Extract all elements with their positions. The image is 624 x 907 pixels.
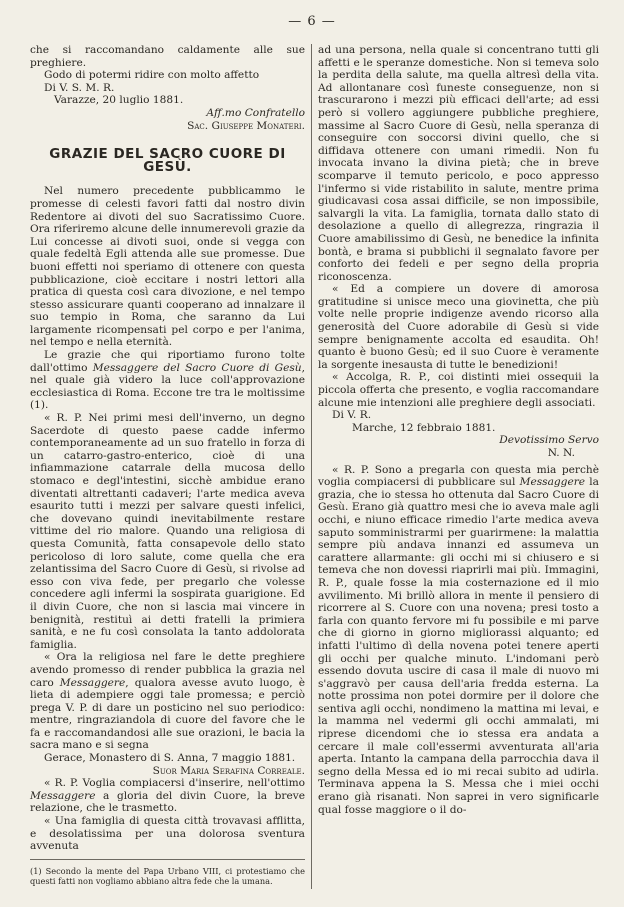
letter-two-signature-title: Devotissimo Servo bbox=[499, 434, 599, 447]
letter-one-continued: « Ora la religiosa nel fare le dette preghiere avendo promesso di render pubblica la grazia nel caro Messaggere, qualora avesse avuto luogo, è lieta di adempiere oggi tale promessa; e perciò prega V. P. di dare un posticino nel suo periodico: mentre, ringraziandola di cuore del favore che le fa e raccomandandosi alle sue orazioni, le bacia la sacra mano e si segna bbox=[30, 651, 305, 752]
letter-two-offering: « Accolga, R. P., coi distinti miei ossequii la piccola offerta che presento, e voglia raccomandare alcune mie intenzioni alle preghiere degli associati. bbox=[318, 371, 599, 409]
letter-two-paragraph: « R. P. Voglia compiacersi d'inserire, nell'ottimo Messaggere a gloria del divin Cuore, la breve relazione, che le trasmetto. bbox=[30, 777, 305, 815]
letter-one-signature: Suor Maria Serafina Correale. bbox=[152, 764, 305, 777]
page-number: — 6 — bbox=[288, 14, 336, 29]
signature-title: Aff.mo Confratello bbox=[206, 106, 305, 119]
source-paragraph: Le grazie che qui riportiamo furono tolte dall'ottimo Messaggere del Sacro Cuore di Gesù, nel quale già videro la luce coll'approvazione ecclesiastica di Roma. Eccone tre tra le moltissime (1). bbox=[30, 349, 306, 412]
signature-name: Sac. Giuseppe Monateri. bbox=[187, 119, 305, 132]
footnote-rule bbox=[30, 859, 305, 860]
right-column bbox=[318, 44, 599, 816]
letter-two-signature-name: N. N. bbox=[547, 447, 575, 459]
letter-two-address: Di V. R. bbox=[332, 409, 372, 422]
letter-one-paragraph: « R. P. Nei primi mesi dell'inverno, un degno Sacerdote di questo paese cadde infermo contemporaneamente ad un suo fratello in forza di un catarro-gastro-enterico, cioè di una infiammazione catarrale della mucosa dello stomaco e degl'intestini, sicchè ambidue erano diventati altrettanti cadaveri; l'arte medica aveva esaurito tutti i mezzi per salvare questi infelici, che dovevano quindi inevitabilmente restare vittime del rio malore. Quando una religiosa di questa Comunità, fatta consapevole dello stato pericoloso di loro salute, come quella che era zelantissima del Sacro Cuore di Gesù, si rivolse ad esso con viva fede, per pregarlo che volesse concedere agli infermi la sospirata guarigione. Ed il divin Cuore, che non si lascia mai vincere in benignità, restituì ai detti fratelli la primiera sanità, e ne fu così consolata la tanto addolorata famiglia. bbox=[30, 412, 305, 651]
closing-address: Di V. S. M. R. bbox=[44, 81, 115, 94]
column-divider bbox=[311, 44, 312, 889]
letter-two-gratitude: « Ed a compiere un dovere di amorosa gratitudine si unisce meco una giovinetta, che più volte nelle proprie indigenze avendo ricorso alla generosità del Cuore adorabile di Gesù si vide sempre benignamente accolta ed esaudita. Oh! quanto è buono Gesù; ed il suo Cuore è veramente la sorgente inesausta di tutte le benedizioni! bbox=[318, 283, 599, 371]
left-column bbox=[30, 44, 305, 886]
intro-paragraph: Nel numero precedente pubblicammo le promesse di celesti favori fatti dal nostro divin Redentore ai divoti del suo Sacratissimo Cuore. Ora riferiremo alcune delle innumerevoli grazie da Lui concesse ai divoti suoi, onde si vegga con quale fedeltà Egli attenda alle sue promesse. Due buoni effetti noi speriamo di ottenere con questa pubblicazione, cioè eccitare i nostri lettori alla pratica di questa così cara divozione, e nel tempo stesso assicurare quanti cooperano ad innalzare il suo tempio in Roma, che saranno da Lui largamente ricompensati pel corpo e per l'anima, nel tempo e nella eternità. bbox=[30, 185, 305, 349]
letter-two-continued: « Una famiglia di questa città trovavasi afflitta, e desolatissima per una dolorosa sventura avvenuta bbox=[30, 815, 305, 853]
letter-two-body: ad una persona, nella quale si concentrano tutti gli affetti e le speranze domestiche. Non si temeva solo la perdita della salute, ma quella altresì della vita. Ad allontanare così funeste conseguenze, non si trascurarono i mezzi più efficaci dell'arte; ad essi però si vollero aggiungere pubbliche preghiere, massime al Sacro Cuore di Gesù, nella speranza di conseguire con soccorsi divini quello, che si diffidava ottenere con umani rimedii. Non fu invocata invano la divina pietà; che in breve scomparve il temuto pericolo, e poco appresso l'infermo si vide ristabilito in salute, mentre prima giudicavasi cosa assai difficile, se non impossibile, salvargli la vita. La famiglia, tornata dallo stato di desolazione a quello di allegrezza, ringrazia il Cuore amabilissimo di Gesù, ne benedice la infinita bontà, e brama si pubblichi il segnalato favore per conforto dei fedeli e per segno della propria riconoscenza. bbox=[318, 44, 599, 283]
closing-text: che si raccomandano caldamente alle sue preghiere. bbox=[30, 44, 305, 69]
footnote: (1) Secondo la mente del Papa Urbano VIII, ci protestiamo che questi fatti non vogliamo abbiano altra fede che la umana. bbox=[30, 865, 305, 886]
letter-three-paragraph: « R. P. Sono a pregarla con questa mia perchè voglia compiacersi di pubblicare sul Messaggere la grazia, che io stessa ho ottenuta dal Sacro Cuore di Gesù. Erano già quattro mesi che io aveva male agli occhi, e niuno efficace rimedio l'arte medica aveva saputo somministrarmi per guarirmene: la malattia sempre più andava innanzi ed assumeva un carattere allarmante: gli occhi mi si chiusero e si temeva che non dovessi riaprirli mai più. Immagini, R. P., quale fosse la mia costernazione ed il mio avvilimento. Mi brillò allora in mente il pensiero di ricorrere al S. Cuore con una novena; presi tosto a farla con quanto fervore mi fu possibile e mi parve che di giorno in giorno migliorassi alquanto; ed infatti l'ultimo dì della novena potei tenere aperti gli occhi per qualche minuto. L'indomani però essendo dovuta uscire di casa il male di nuovo mi s'aggravò per causa dell'aria fredda esterna. La notte prossima non potei dormire per il dolore che sentiva agli occhi, nondimeno la mattina mi levai, e la mamma nel vedermi gli occhi ammalati, mi riprese dicendomi che io stessa era andata a cercare il male coll'essermi avventurata all'aria aperta. Intanto la campana della parrocchia dava il segno della Messa ed io mi recai subito ad udirla. Terminava appena la S. Messa che i miei occhi erano già risanati. Non saprei in vero significarle qual fosse maggiore o il do- bbox=[318, 463, 599, 816]
letter-two-date: Marche, 12 febbraio 1881. bbox=[352, 421, 496, 434]
section-heading: GRAZIE DEL SACRO CUORE DI GESÙ. bbox=[49, 146, 286, 175]
closing-greeting: Godo di potermi ridire con molto affetto bbox=[44, 69, 260, 82]
letter-one-date: Gerace, Monastero di S. Anna, 7 maggio 1881. bbox=[44, 752, 296, 765]
letter-date: Varazze, 20 luglio 1881. bbox=[54, 94, 184, 107]
